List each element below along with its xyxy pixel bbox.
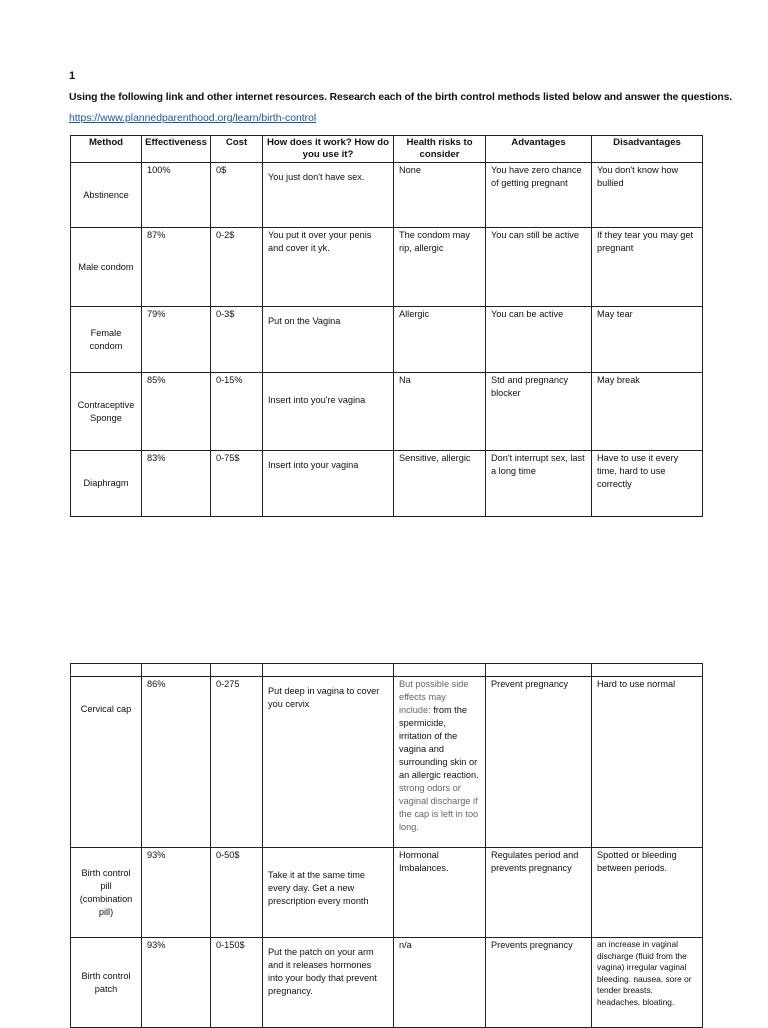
table-row (71, 677, 703, 848)
disadvantages-cell: May tear (592, 307, 703, 373)
how-text: Put the patch on your arm and it releases hormones into your body that prevent pregnancy. (268, 947, 377, 996)
advantages-cell: You have zero chance of getting pregnant (486, 163, 592, 228)
header-advantages: Advantages (486, 136, 592, 163)
cost-cell: 0-3$ (211, 307, 263, 373)
header-how: How does it work? How do you use it? (263, 136, 394, 163)
cost-cell: 0-15% (211, 373, 263, 451)
page-number: 1 (69, 70, 76, 82)
method-cell: Male condom (71, 228, 142, 307)
effectiveness-cell: 79% (142, 307, 211, 373)
empty-header-row (71, 664, 703, 677)
how-cell (263, 848, 394, 938)
header-row (71, 136, 703, 163)
empty-cell (142, 664, 211, 677)
how-text: Insert into your vagina (268, 460, 359, 470)
risks-cell: None (394, 163, 486, 228)
empty-cell (71, 664, 142, 677)
method-cell: Birth control patch (71, 938, 142, 1028)
resource-link[interactable]: https://www.plannedparenthood.org/learn/birth-control (69, 113, 317, 124)
disadvantages-cell: Have to use it every time, hard to use correctly (592, 451, 703, 517)
table-row (71, 938, 703, 1028)
disadvantages-cell: an increase in vaginal discharge (fluid from the vagina) irregular vaginal bleeding. nausea. sore or tender breasts. headaches. bloating. (592, 938, 703, 1028)
how-cell (263, 373, 394, 451)
risks-text-gray: But possible side effects may include: (399, 679, 469, 715)
advantages-cell: Std and pregnancy blocker (486, 373, 592, 451)
advantages-cell: Regulates period and prevents pregnancy (486, 848, 592, 938)
advantages-cell: Don't interrupt sex, last a long time (486, 451, 592, 517)
effectiveness-cell: 87% (142, 228, 211, 307)
cost-cell: 0-50$ (211, 848, 263, 938)
how-text: You just don't have sex. (268, 172, 365, 182)
methods-table-2 (70, 663, 703, 1028)
advantages-cell: You can be active (486, 307, 592, 373)
how-text: Insert into you're vagina (268, 395, 366, 405)
method-cell: Diaphragm (71, 451, 142, 517)
header-method: Method (71, 136, 142, 163)
header-risks: Health risks to consider (394, 136, 486, 163)
disadvantages-cell: Hard to use normal (592, 677, 703, 848)
instructions: Using the following link and other internet resources. Research each of the birth control methods listed below and answer the questions. (69, 92, 733, 103)
method-cell: Abstinence (71, 163, 142, 228)
cost-cell: 0-2$ (211, 228, 263, 307)
how-cell (263, 677, 394, 848)
effectiveness-cell: 93% (142, 848, 211, 938)
header-disadvantages: Disadvantages (592, 136, 703, 163)
cost-cell: 0-275 (211, 677, 263, 848)
table-row (71, 228, 703, 307)
how-cell (263, 307, 394, 373)
method-cell: Contraceptive Sponge (71, 373, 142, 451)
cost-cell: 0$ (211, 163, 263, 228)
risks-cell: n/a (394, 938, 486, 1028)
method-cell: Birth control pill (combination pill) (71, 848, 142, 938)
cost-cell: 0-150$ (211, 938, 263, 1028)
empty-cell (486, 664, 592, 677)
effectiveness-cell: 100% (142, 163, 211, 228)
effectiveness-cell: 93% (142, 938, 211, 1028)
effectiveness-cell: 85% (142, 373, 211, 451)
how-cell (263, 938, 394, 1028)
how-cell: You put it over your penis and cover it yk. (263, 228, 394, 307)
risks-cell: Na (394, 373, 486, 451)
risks-cell: Allergic (394, 307, 486, 373)
disadvantages-cell: Spotted or bleeding between periods. (592, 848, 703, 938)
empty-cell (394, 664, 486, 677)
risks-text-gray: strong odors or vaginal discharge if the cap is left in too long. (399, 783, 479, 832)
table-row (71, 848, 703, 938)
header-effectiveness: Effectiveness (142, 136, 211, 163)
disadvantages-cell: You don't know how bullied (592, 163, 703, 228)
empty-cell (592, 664, 703, 677)
disadvantages-cell: If they tear you may get pregnant (592, 228, 703, 307)
how-text: Take it at the same time every day. Get a new prescription every month (268, 870, 369, 906)
methods-table-1 (70, 135, 703, 517)
how-cell (263, 163, 394, 228)
advantages-cell: Prevent pregnancy (486, 677, 592, 848)
disadvantages-cell: May break (592, 373, 703, 451)
effectiveness-cell: 83% (142, 451, 211, 517)
header-cost: Cost (211, 136, 263, 163)
table-row (71, 373, 703, 451)
empty-cell (263, 664, 394, 677)
method-cell: Cervical cap (71, 677, 142, 848)
risks-cell (394, 677, 486, 848)
table-row (71, 163, 703, 228)
risks-cell: Hormonal Imbalances. (394, 848, 486, 938)
risks-cell: The condom may rip, allergic (394, 228, 486, 307)
table-row (71, 451, 703, 517)
how-text: Put on the Vagina (268, 316, 341, 326)
advantages-cell: Prevents pregnancy (486, 938, 592, 1028)
effectiveness-cell: 86% (142, 677, 211, 848)
table-row (71, 307, 703, 373)
risks-cell: Sensitive, allergic (394, 451, 486, 517)
how-cell (263, 451, 394, 517)
empty-cell (211, 664, 263, 677)
method-cell: Female condom (71, 307, 142, 373)
how-text: Put deep in vagina to cover you cervix (268, 686, 380, 709)
risks-text: from the spermicide, irritation of the vagina and surrounding skin or an allergic reaction. (399, 705, 479, 780)
advantages-cell: You can still be active (486, 228, 592, 307)
cost-cell: 0-75$ (211, 451, 263, 517)
